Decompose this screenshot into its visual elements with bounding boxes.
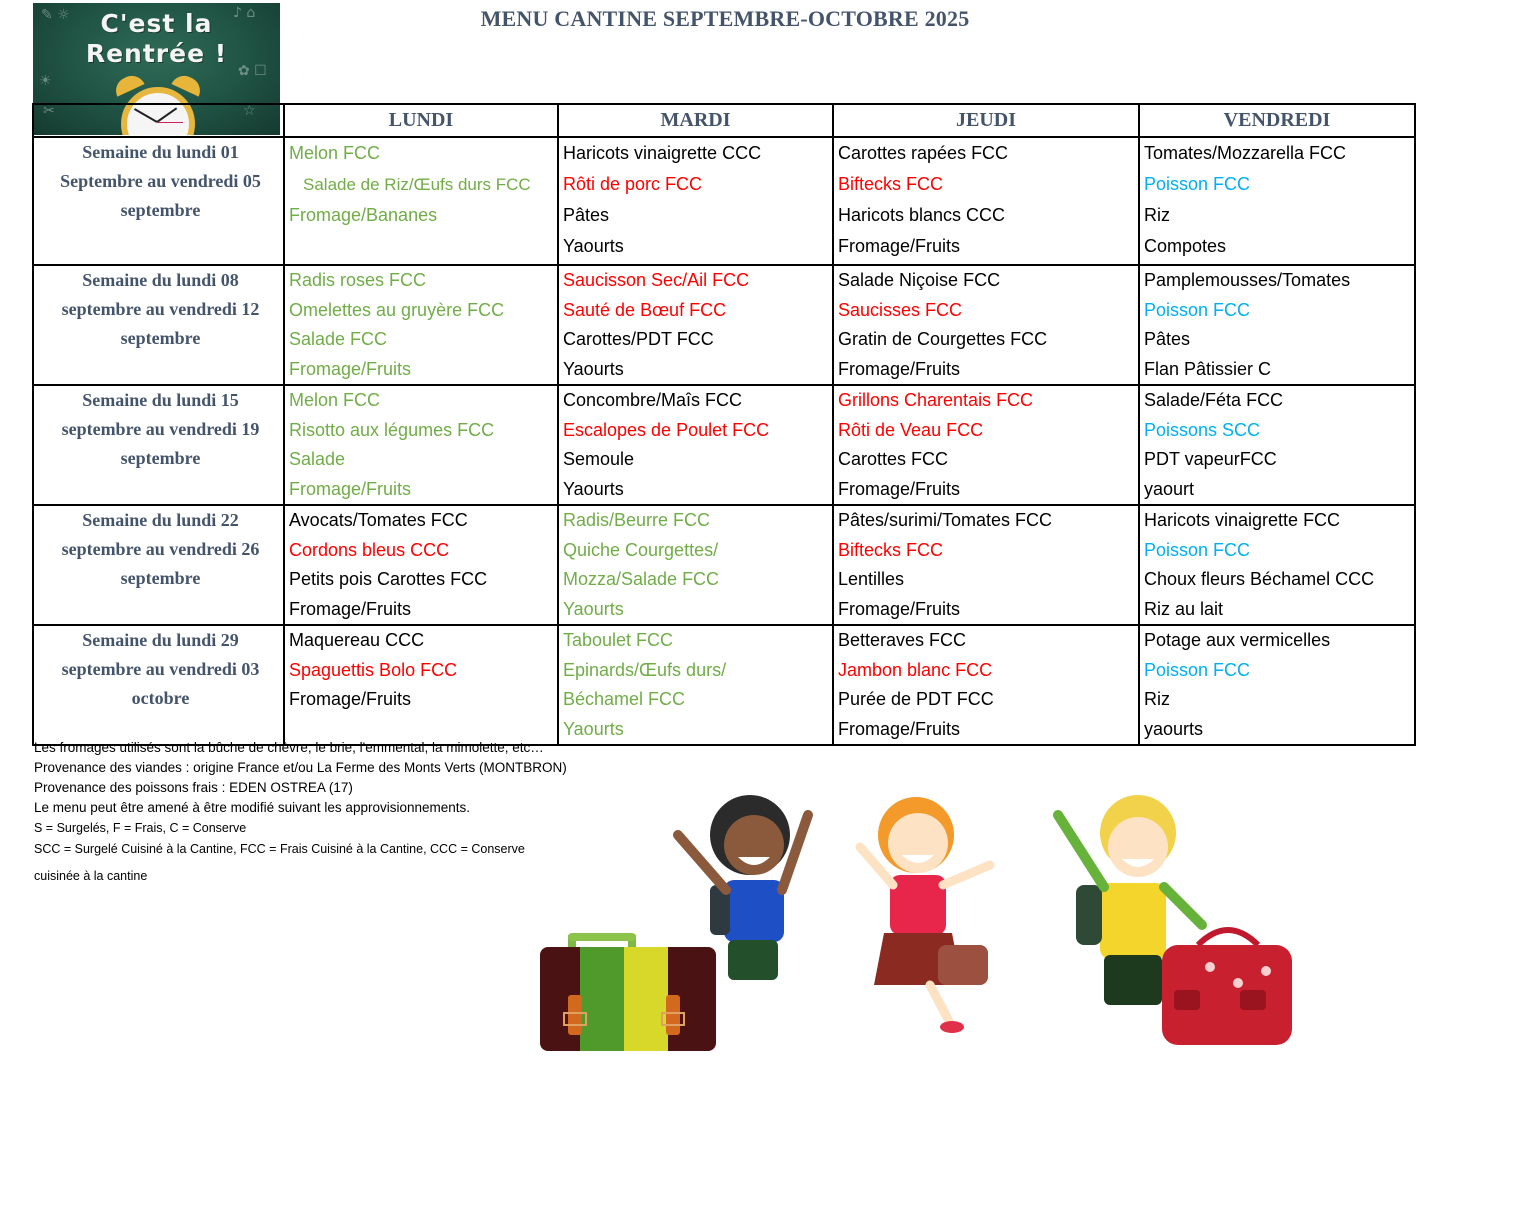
menu-cell-lundi: [284, 385, 558, 505]
menu-cell-mardi: [558, 385, 833, 505]
dish-item: Riz: [1144, 689, 1170, 709]
menu-cell-mardi: [558, 137, 833, 265]
menu-cell-jeudi: [833, 505, 1139, 625]
dish-item: Escalopes de Poulet FCC: [563, 419, 770, 440]
dish-item: Fromage/Fruits: [838, 718, 961, 739]
dish-item: Poisson FCC: [1144, 659, 1251, 680]
dish-item: Haricots vinaigrette CCC: [563, 143, 762, 163]
dish-item: Salade: [289, 449, 346, 469]
menu-table: [32, 103, 1416, 746]
dish-item: Salade Niçoise FCC: [838, 270, 1001, 290]
week-row: [33, 505, 1415, 625]
dish-item: Yaourts: [563, 358, 624, 379]
dish-item: PDT vapeurFCC: [1144, 449, 1277, 469]
week-label-line: Semaine du lundi 22: [82, 510, 239, 530]
dish-item: Fromage/Fruits: [289, 598, 412, 619]
week-label-line: septembre au vendredi 26: [61, 539, 260, 559]
dish-item: Pâtes: [563, 205, 610, 225]
menu-cell-jeudi: [833, 265, 1139, 385]
dish-item: Haricots blancs CCC: [838, 205, 1006, 225]
menu-cell-vendredi: [1139, 505, 1415, 625]
week-label-line: septembre au vendredi 03: [61, 659, 260, 679]
dish-item: Gratin de Courgettes FCC: [838, 329, 1048, 349]
corner-cell: [33, 104, 284, 137]
menu-cell-jeudi: [833, 385, 1139, 505]
dish-item: Saucisson Sec/Ail FCC: [563, 270, 750, 290]
banner-title-line-2: Rentrée !: [85, 39, 228, 68]
dish-item: Poissons SCC: [1144, 419, 1261, 440]
dish-item: Spaguettis Bolo FCC: [289, 659, 458, 680]
week-label-cell: [33, 505, 284, 625]
dish-item: Saucisses FCC: [838, 299, 963, 320]
menu-cell-mardi: [558, 505, 833, 625]
column-header-lundi: LUNDI: [284, 104, 558, 137]
dish-item: Compotes: [1144, 236, 1227, 256]
menu-cell-lundi: [284, 505, 558, 625]
dish-item: Fromage/Fruits: [289, 689, 412, 709]
dish-item: yaourts: [1144, 718, 1204, 739]
dish-item: Poisson FCC: [1144, 539, 1251, 560]
week-label-cell: [33, 137, 284, 265]
dish-item: Riz: [1144, 205, 1170, 225]
satchel-icon: [540, 933, 716, 1051]
menu-cell-mardi: [558, 265, 833, 385]
menu-cell-lundi: [284, 137, 558, 265]
week-label-line: septembre au vendredi 12: [61, 299, 260, 319]
week-row: [33, 625, 1415, 745]
dish-item: Yaourts: [563, 598, 624, 619]
dish-item: Grillons Charentais FCC: [838, 390, 1034, 410]
menu-cell-mardi: [558, 625, 833, 745]
dish-item: Carottes FCC: [838, 449, 949, 469]
banner-title-line-1: C'est la: [100, 9, 213, 38]
dish-item: Rôti de Veau FCC: [838, 419, 984, 440]
dish-item: Omelettes au gruyère FCC: [289, 299, 505, 320]
menu-cell-lundi: [284, 265, 558, 385]
menu-cell-lundi: [284, 625, 558, 745]
dish-item: Melon FCC: [289, 143, 381, 163]
note-menu-change: Le menu peut être amené à être modifié suivant les approvisionnements.: [34, 800, 471, 815]
week-label-line: Septembre au vendredi 05: [60, 171, 261, 191]
week-label-line: Semaine du lundi 29: [82, 630, 239, 650]
dish-item: Rôti de porc FCC: [563, 174, 703, 194]
week-row: [33, 265, 1415, 385]
dish-item: Béchamel FCC: [563, 689, 686, 709]
dish-item: Avocats/Tomates FCC: [289, 510, 468, 530]
dish-item: Fromage/Fruits: [838, 598, 961, 619]
week-row: [33, 137, 1415, 265]
week-label-line: septembre: [120, 200, 201, 220]
dish-item: Biftecks FCC: [838, 174, 944, 194]
column-header-vendredi: VENDREDI: [1139, 104, 1415, 137]
menu-cell-jeudi: [833, 137, 1139, 265]
note-legend-codes: SCC = Surgelé Cuisiné à la Cantine, FCC = Frais Cuisiné à la Cantine, CCC = Conserve: [34, 842, 525, 856]
dish-item: Flan Pâtissier C: [1144, 358, 1272, 379]
week-label-line: Semaine du lundi 08: [82, 270, 239, 290]
dish-item: Risotto aux légumes FCC: [289, 419, 495, 440]
dish-item: Maquereau CCC: [289, 630, 425, 650]
menu-cell-vendredi: [1139, 385, 1415, 505]
backpack-icon: [1162, 930, 1292, 1045]
column-header-mardi: MARDI: [558, 104, 833, 137]
dish-item: Poisson FCC: [1144, 299, 1251, 320]
dish-item: Purée de PDT FCC: [838, 689, 994, 709]
menu-cell-vendredi: [1139, 137, 1415, 265]
week-label-line: Semaine du lundi 01: [82, 142, 239, 162]
dish-item: Haricots vinaigrette FCC: [1144, 510, 1341, 530]
note-legend-sfc: S = Surgelés, F = Frais, C = Conserve: [34, 821, 247, 835]
dish-item: Fromage/Fruits: [838, 236, 961, 256]
dish-item: Melon FCC: [289, 390, 381, 410]
week-label-cell: [33, 625, 284, 745]
dish-item: Pâtes/surimi/Tomates FCC: [838, 510, 1053, 530]
children-illustration: [538, 775, 1328, 1055]
dish-item: Fromage/Fruits: [289, 358, 412, 379]
dish-item: Riz au lait: [1144, 598, 1224, 619]
dish-item: Yaourts: [563, 478, 624, 499]
dish-item: Cordons bleus CCC: [289, 539, 450, 560]
dish-item: Salade de Riz/Œufs durs FCC: [303, 175, 531, 194]
dish-item: yaourt: [1144, 478, 1195, 499]
note-cheeses: Les fromages utilisés sont la bûche de chèvre, le brie, l'emmental, la mimolette, etc…: [34, 740, 544, 755]
week-row: [33, 385, 1415, 505]
menu-cell-jeudi: [833, 625, 1139, 745]
dish-item: Jambon blanc FCC: [838, 659, 993, 680]
dish-item: Sauté de Bœuf FCC: [563, 299, 727, 320]
dish-item: Semoule: [563, 449, 635, 469]
dish-item: Epinards/Œufs durs/: [563, 659, 727, 680]
dish-item: Fromage/Fruits: [838, 478, 961, 499]
dish-item: Tomates/Mozzarella FCC: [1144, 143, 1347, 163]
dish-item: Salade FCC: [289, 329, 388, 349]
note-legend-codes-cont: cuisinée à la cantine: [34, 869, 148, 883]
dish-item: Fromage/Bananes: [289, 205, 438, 225]
dish-item: Mozza/Salade FCC: [563, 569, 720, 589]
dish-item: Lentilles: [838, 569, 905, 589]
dish-item: Salade/Féta FCC: [1144, 390, 1284, 410]
week-label-cell: [33, 265, 284, 385]
menu-cell-vendredi: [1139, 265, 1415, 385]
dish-item: Concombre/Maîs FCC: [563, 390, 743, 410]
week-label-line: octobre: [131, 688, 190, 708]
week-label-line: septembre: [120, 328, 201, 348]
dish-item: Yaourts: [563, 236, 624, 256]
page-title: MENU CANTINE SEPTEMBRE-OCTOBRE 2025: [480, 6, 970, 31]
dish-item: Petits pois Carottes FCC: [289, 569, 488, 589]
child-2: [860, 797, 990, 1033]
dish-item: Radis/Beurre FCC: [563, 510, 711, 530]
dish-item: Carottes/PDT FCC: [563, 329, 714, 349]
dish-item: Poisson FCC: [1144, 174, 1251, 194]
note-fish-origin: Provenance des poissons frais : EDEN OSTREA (17): [34, 780, 353, 795]
dish-item: Fromage/Fruits: [289, 478, 412, 499]
note-meat-origin: Provenance des viandes : origine France et/ou La Ferme des Monts Verts (MONTBRON): [34, 760, 567, 775]
dish-item: Pamplemousses/Tomates: [1144, 270, 1351, 290]
header-row: [33, 104, 1415, 137]
dish-item: Choux fleurs Béchamel CCC: [1144, 569, 1375, 589]
dish-item: Radis roses FCC: [289, 270, 427, 290]
week-label-line: septembre: [120, 448, 201, 468]
week-label-cell: [33, 385, 284, 505]
column-header-jeudi: JEUDI: [833, 104, 1139, 137]
dish-item: Yaourts: [563, 718, 624, 739]
rentree-banner-image: ✎ ☼ ♪ ⌂ ☀ ✿ ☐ ✂ ☆ C'est la Rentrée !: [33, 3, 280, 135]
week-label-line: septembre: [120, 568, 201, 588]
week-label-line: septembre au vendredi 19: [61, 419, 260, 439]
week-label-line: Semaine du lundi 15: [82, 390, 239, 410]
dish-item: Quiche Courgettes/: [563, 539, 719, 560]
dish-item: Fromage/Fruits: [838, 358, 961, 379]
dish-item: Biftecks FCC: [838, 539, 944, 560]
dish-item: Pâtes: [1144, 329, 1191, 349]
dish-item: Carottes rapées FCC: [838, 143, 1009, 163]
dish-item: Betteraves FCC: [838, 630, 967, 650]
dish-item: Potage aux vermicelles: [1144, 630, 1331, 650]
dish-item: Taboulet FCC: [563, 630, 674, 650]
menu-cell-vendredi: [1139, 625, 1415, 745]
